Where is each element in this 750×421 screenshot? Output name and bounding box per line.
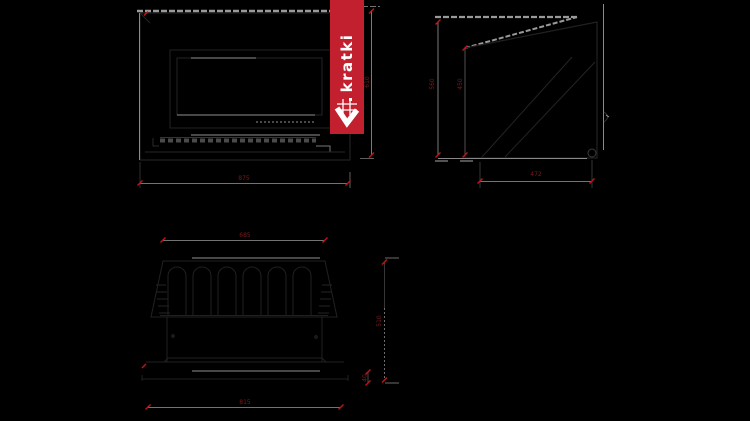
kratki-logo-banner — [330, 0, 364, 134]
front-width-dim: 875 — [238, 175, 250, 182]
dimension-labels — [238, 76, 542, 406]
bottom-view — [142, 258, 348, 381]
bottom-frame-outline — [151, 261, 337, 317]
dimension-ticks — [138, 9, 595, 410]
side-view-dimensions — [438, 22, 592, 188]
front-window-glass — [177, 58, 322, 115]
side-height-total-dim: 560 — [429, 78, 436, 90]
front-view — [137, 11, 350, 160]
bottom-depth-dim: 510 — [376, 315, 383, 327]
kratki-arrow-logo-icon — [334, 98, 360, 130]
side-depth-dim: 472 — [530, 171, 542, 178]
side-wheel-detail — [588, 149, 596, 157]
bottom-width-top-dim: 685 — [239, 232, 251, 239]
bottom-width-bottom-dim: 815 — [239, 399, 251, 406]
kratki-logo-text: kratki — [338, 33, 356, 93]
bottom-ash-drawer — [167, 317, 322, 362]
front-window-outer — [170, 50, 335, 128]
side-height-front-dim: 450 — [457, 78, 464, 90]
side-top-slope-hatch — [465, 17, 577, 48]
bottom-base-height-dim: 40 — [361, 374, 369, 382]
front-height-dim: 610 — [364, 76, 371, 88]
side-body-outline — [465, 22, 597, 158]
